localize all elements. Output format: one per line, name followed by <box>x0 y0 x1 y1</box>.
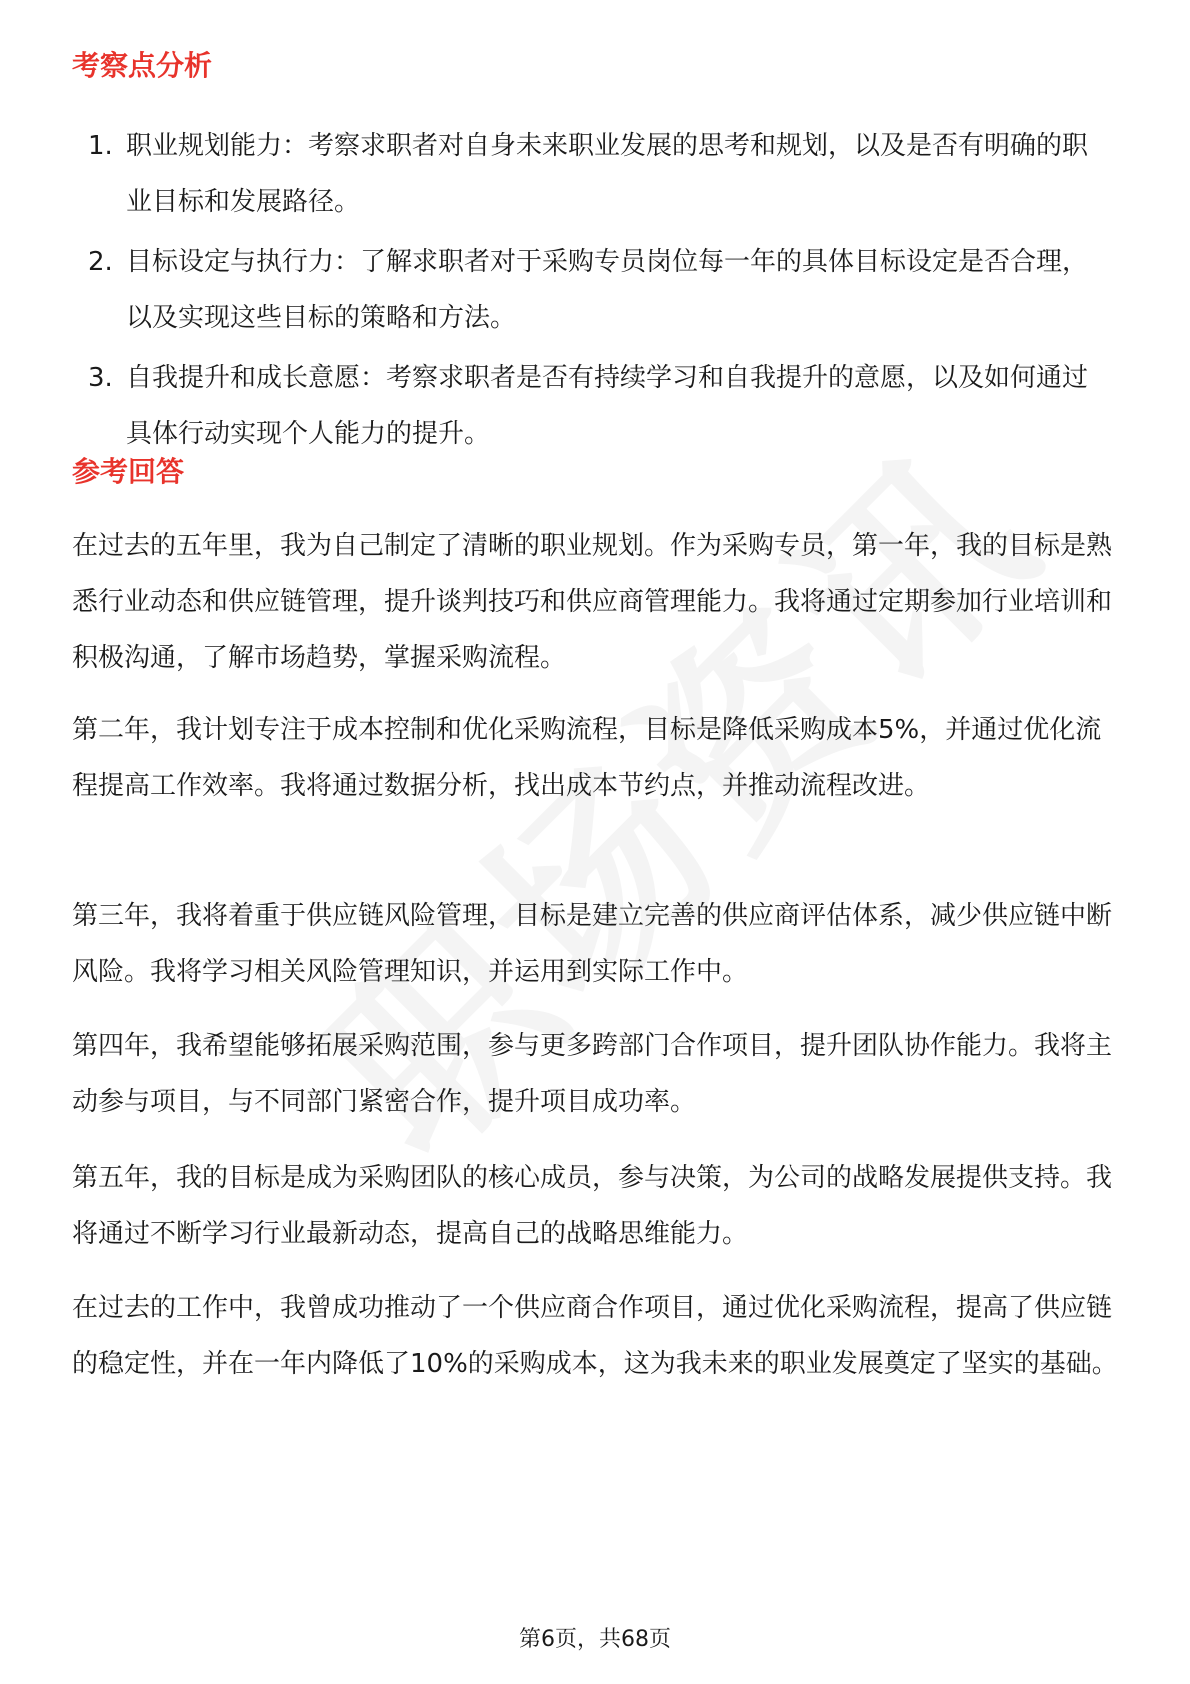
answer-paragraph: 第三年，我将着重于供应链风险管理，目标是建立完善的供应商评估体系，减少供应链中断风险。我将学习相关风险管理知识，并运用到实际工作中。 <box>72 901 1113 987</box>
section-heading-analysis: 考察点分析 <box>72 49 213 82</box>
list-number: 2. <box>88 247 113 277</box>
answer-paragraph: 在过去的工作中，我曾成功推动了一个供应商合作项目，通过优化采购流程，提高了供应链的稳定性，并在一年内降低了10%的采购成本，这为我未来的职业发展奠定了坚实的基础。 <box>72 1293 1118 1379</box>
list-text: 目标设定与执行力：了解求职者对于采购专员岗位每一年的具体目标设定是否合理，以及实现这些目标的策略和方法。 <box>126 247 1089 333</box>
list-text: 职业规划能力：考察求职者对自身未来职业发展的思考和规划，以及是否有明确的职业目标和发展路径。 <box>126 131 1089 217</box>
answer-paragraph: 第二年，我计划专注于成本控制和优化采购流程，目标是降低采购成本5%，并通过优化流程提高工作效率。我将通过数据分析，找出成本节约点，并推动流程改进。 <box>72 715 1102 801</box>
list-number: 1. <box>88 131 113 161</box>
list-item <box>72 234 1112 346</box>
analysis-list <box>72 118 1112 466</box>
list-item <box>72 350 1112 462</box>
list-number: 3. <box>88 363 113 393</box>
answer-paragraph: 第四年，我希望能够拓展采购范围，参与更多跨部门合作项目，提升团队协作能力。我将主动参与项目，与不同部门紧密合作，提升项目成功率。 <box>72 1031 1113 1117</box>
list-text: 自我提升和成长意愿：考察求职者是否有持续学习和自我提升的意愿，以及如何通过具体行动实现个人能力的提升。 <box>126 363 1089 449</box>
list-item <box>72 118 1112 230</box>
answer-paragraph: 第五年，我的目标是成为采购团队的核心成员，参与决策，为公司的战略发展提供支持。我将通过不断学习行业最新动态，提高自己的战略思维能力。 <box>72 1163 1113 1249</box>
page-number: 第6页，共68页 <box>519 1627 671 1652</box>
answer-paragraph: 在过去的五年里，我为自己制定了清晰的职业规划。作为采购专员，第一年，我的目标是熟悉行业动态和供应链管理，提升谈判技巧和供应商管理能力。我将通过定期参加行业培训和积极沟通，了解市场趋势，掌握采购流程。 <box>72 531 1113 673</box>
section-heading-answer: 参考回答 <box>72 455 185 488</box>
